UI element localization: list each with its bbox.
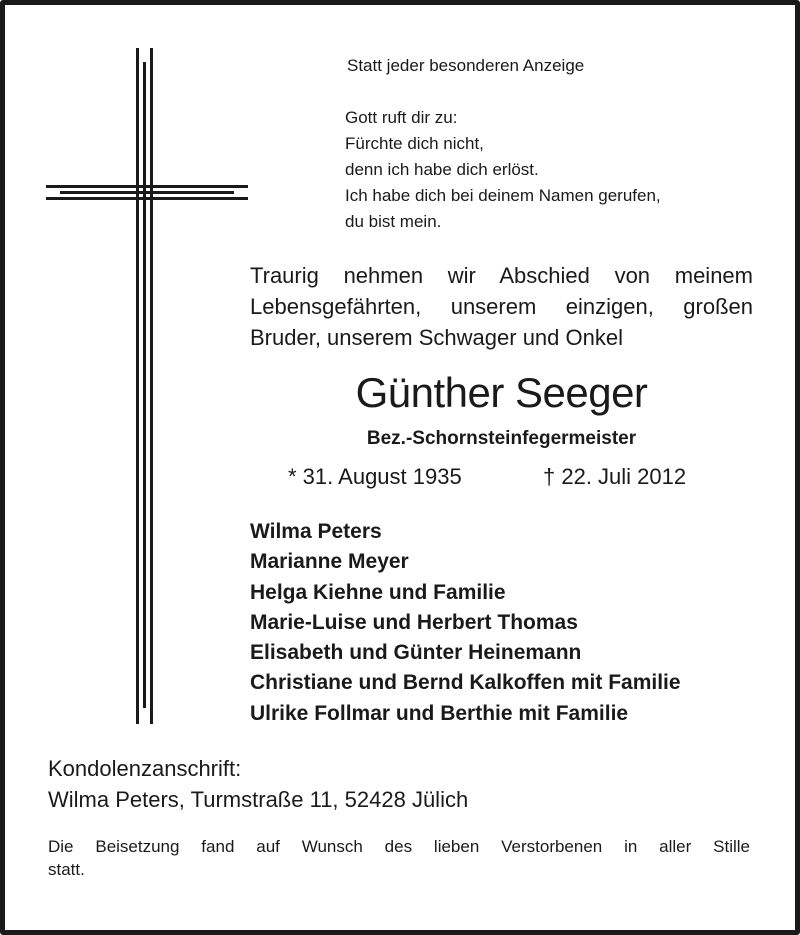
bible-verse <box>345 105 661 235</box>
mourner-name: Marie-Luise und Herbert Thomas <box>250 610 578 634</box>
mourner-name: Elisabeth und Günter Heinemann <box>250 641 582 665</box>
deceased-profession: Bez.-Schornsteinfegermeister <box>366 428 637 449</box>
verse-line: Ich habe dich bei deinem Namen gerufen, <box>345 186 661 205</box>
mourner-name: Christiane und Bernd Kalkoffen mit Familie <box>250 671 681 695</box>
funeral-note <box>48 835 750 881</box>
condolence-address <box>48 753 468 815</box>
verse-line: du bist mein. <box>345 212 442 231</box>
verse-line: denn ich habe dich erlöst. <box>345 160 539 179</box>
funeral-note-line: statt. <box>48 860 85 879</box>
announcement-line: Lebensgefährten, unserem einzigen, großen <box>250 294 753 319</box>
mourner-name: Helga Kiehne und Familie <box>250 580 506 604</box>
intro-line: Statt jeder besonderen Anzeige <box>347 56 585 75</box>
funeral-note-line: Die Beisetzung fand auf Wunsch des lieben Verstorbenen in aller Stille <box>48 837 750 856</box>
announcement-line: Bruder, unserem Schwager und Onkel <box>250 325 623 350</box>
verse-line: Fürchte dich nicht, <box>345 134 484 153</box>
birth-date: * 31. August 1935 <box>288 464 462 489</box>
condolence-label: Kondolenzanschrift: <box>48 756 242 781</box>
deceased-name: Günther Seeger <box>355 369 648 416</box>
mourner-name: Wilma Peters <box>250 520 382 543</box>
cross-icon <box>46 48 252 724</box>
announcement <box>250 260 753 353</box>
mourner-name: Ulrike Follmar und Berthie mit Familie <box>250 701 629 725</box>
mourners-list <box>250 517 681 729</box>
death-date: † 22. Juli 2012 <box>543 464 687 489</box>
mourner-name: Marianne Meyer <box>250 550 409 574</box>
condolence-address-line: Wilma Peters, Turmstraße 11, 52428 Jülich <box>48 787 469 812</box>
verse-line: Gott ruft dir zu: <box>345 108 458 127</box>
announcement-line: Traurig nehmen wir Abschied von meinem <box>250 263 753 288</box>
